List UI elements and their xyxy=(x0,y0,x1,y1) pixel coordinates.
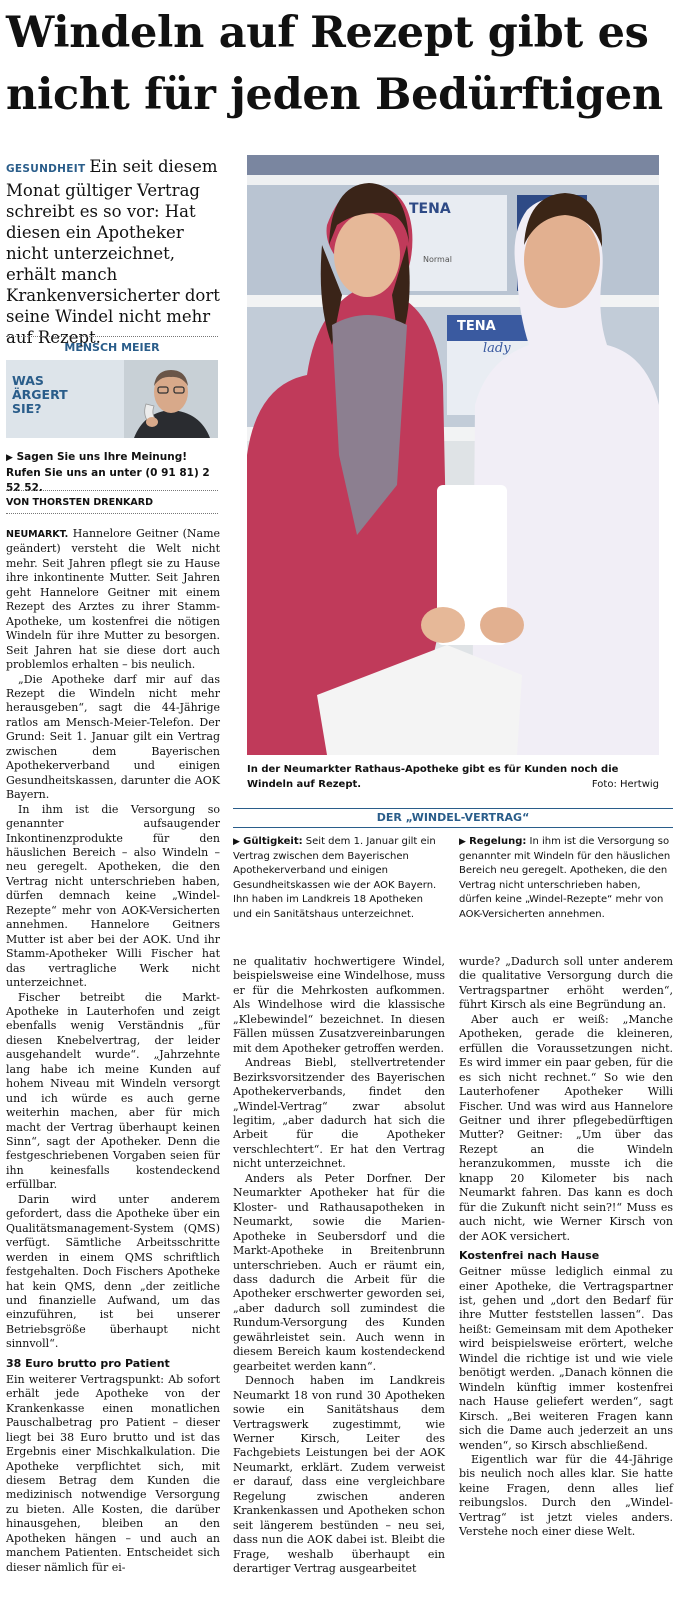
brand-sublabel: lady xyxy=(483,341,511,356)
arrow-icon: ▶ xyxy=(6,453,13,463)
package-label: Normal xyxy=(423,255,452,264)
article-paragraph: Fischer betreibt die Markt-Apotheke in Lauterhofen und zeigt ebenfalls wenig Verständnis „für diesen Knebelvertrag, der leider ausgehandelt wurde“. „Jahrzehnte lang habe ich meine Kunden auf hohem Niveau mit Windeln versorgt und ich würde es auch gerne weiterhin machen, aber für mich macht der Vertrag überhaupt keinen Sinn“, sagt der Apotheker. Denn die festgeschriebenen Vorgaben seien für ihn keinesfalls kostendeckend erfüllbar. xyxy=(6,990,220,1192)
photo-caption xyxy=(247,762,659,792)
infobox-item xyxy=(233,835,445,922)
brand-label: TENA xyxy=(457,319,496,334)
infobox-term: Gültigkeit: xyxy=(243,836,303,847)
article-paragraph: wurde? „Dadurch soll unter anderem die qualitative Versorgung durch die Vertragspartner erhöht werden“, führt Kirsch als eine Begründung an. xyxy=(459,955,673,1012)
article-paragraph: In ihm ist die Versorgung so genannter aufsaugender Inkontinenzprodukte für den häuslichen Bereich – also Windeln – neu geregelt. Apotheken, die den Vertrag nicht unterschrieben haben, dürfen demnach keine „Windel-Rezepte“ mehr von AOK-Versicherten annehmen. Hannelore Geitners Mutter ist aber bei der AOK. Und ihr Stamm-Apotheker Willi Fischer hat das vertragliche Werk nicht unterzeichnet. xyxy=(6,802,220,990)
article-paragraph: Ein weiterer Vertragspunkt: Ab sofort erhält jede Apotheke von der Krankenkasse einen monatlichen Pauschalbetrag pro Patient – dieser liegt bei 38 Euro brutto und ist das Ergebnis einer Mischkalkulation. Die Apotheke verpflichtet sich, mit diesem Betrag dem Kunden die medizinisch notwendige Versorgung zu bieten. Alle Kosten, die darüber hinausgehen, bleiben an den Apotheken hängen – und auch an manchem Patienten. Entscheidet sich dieser nämlich für ei- xyxy=(6,1372,220,1574)
kicker: GESUNDHEIT xyxy=(6,163,86,175)
question-line-1: WAS xyxy=(12,373,44,388)
article-column-1 xyxy=(6,527,220,1575)
divider xyxy=(6,336,218,337)
dateline: NEUMARKT. xyxy=(6,529,69,540)
arrow-icon: ▶ xyxy=(459,837,466,847)
infobox-body: In ihm ist die Versorgung so genannter mit Windeln für den häuslichen Bereich neu geregelt. Apotheken, die den Vertrag nicht unterschrieben haben, dürfen keine „Windel-Rezepte“ mehr von AOK-Versicherten annehmen. xyxy=(459,836,671,920)
infobox-item xyxy=(459,835,671,922)
mensch-meier-box xyxy=(6,360,218,438)
divider xyxy=(6,490,218,491)
article-paragraph: „Die Apotheke darf mir auf das Rezept die Windeln nicht mehr herausgeben“, sagt die 44-Jährige ratlos am Mensch-Meier-Telefon. Der Grund: Seit 1. Januar gilt ein Vertrag zwischen dem Bayerischen Apothekerverband und einigen Gesundheitskassen, darunter die AOK Bayern. xyxy=(6,672,220,802)
article-paragraph: Andreas Biebl, stellvertretender Bezirksvorsitzender des Bayerischen Apothekerverbands, findet den „Windel-Vertrag“ zwar absolut legitim, „aber dadurch hat sich die Arbeit für die Apotheker verschlechtert“. Er hat den Vertrag nicht unterzeichnet. xyxy=(233,1056,445,1171)
subheading: Kostenfrei nach Hause xyxy=(459,1249,600,1263)
article-paragraph: ne qualitativ hochwertigere Windel, beispielsweise eine Windelhose, muss er für die Mehrkosten aufkommen. Als Windelhose wird die klassische „Klebewindel“ bezeichnet. In diesen Fällen müssen Zusatzvereinbarungen mit dem Apotheker getroffen werden. xyxy=(233,955,445,1055)
headline-line-1: Windeln auf Rezept gibt es xyxy=(6,8,649,58)
subheading: 38 Euro brutto pro Patient xyxy=(6,1356,170,1370)
arrow-icon: ▶ xyxy=(233,837,240,847)
question-line-2: ÄRGERT xyxy=(12,387,68,402)
article-paragraph xyxy=(6,527,220,673)
lead-paragraph xyxy=(6,156,224,348)
pharmacy-photo xyxy=(247,155,659,755)
article-paragraph: Geitner müsse lediglich einmal zu einer Apotheke, die Vertragspartner ist, gehen und „dort den Bedarf für ihre Mutter feststellen lassen“. Das heißt: Gemeinsam mit dem Apotheker wird beispielsweise erörtert, welche Windel die richtige ist und wie viele benötigt werden. „Danach können die Windeln künftig immer kostenfrei nach Hause geliefert werden“, sagt Kirsch. „Bei weiteren Fragen kann sich die Dame auch jederzeit an uns wenden“, so Kirsch abschließend. xyxy=(459,1265,673,1452)
infobox-label: DER „WINDEL-VERTRAG“ xyxy=(233,808,673,828)
infobox-term: Regelung: xyxy=(469,836,527,847)
question-line-3: SIE? xyxy=(12,401,42,416)
infobox-body: Seit dem 1. Januar gilt ein Vertrag zwischen dem Bayerischen Apothekerverband und einigen Gesundheitskassen wie der AOK Bayern. Ihn haben im Landkreis 18 Apotheken und ein Sanitätshaus unterzeichnet. xyxy=(233,836,437,920)
divider xyxy=(6,513,218,514)
article-column-2 xyxy=(233,955,445,1576)
article-paragraph: Anders als Peter Dorfner. Der Neumarkter Apotheker hat für die Kloster- und Rathausapotheken in Neumarkt, sowie die Marien-Apotheke in Seubersdorf und die Markt-Apotheke in Breitenbrunn unterschrieben. Auch er räumt ein, dass dadurch die Arbeit für die Apotheker erschwerter geworden sei, „aber dadurch soll zumindest die Rundum-Versorgung des Kunden gewährleistet sein. Auch wenn in diesem Bereich kaum kostendeckend gearbeitet werden kann“. xyxy=(233,1171,445,1373)
article-paragraph: Aber auch er weiß: „Manche Apotheken, gerade die kleineren, erfüllen die Voraussetzungen nicht. Es wird immer ein paar geben, für die es sich nicht rechnet.“ So wie den Lauterhofener Apotheker Willi Fischer. Und was wird aus Hannelore Geitner und ihrer pflegebedürftigen Mutter? Geitner: „Um über das Rezept an die Windeln heranzukommen, musste ich die knapp 20 Kilometer bis nach Neumarkt fahren. Das kann es doch für die Zukunft nicht sein?!“ Muss es auch nicht, wie Werner Kirsch von der AOK versichert. xyxy=(459,1012,673,1243)
callout-body: Sagen Sie uns Ihre Meinung! Rufen Sie uns an unter (0 91 81) 2 52 52. xyxy=(6,451,210,494)
headline-line-2: nicht für jeden Bedürftigen xyxy=(6,70,663,120)
caption-text: In der Neumarkter Rathaus-Apotheke gibt es für Kunden noch die Windeln auf Rezept. xyxy=(247,764,619,790)
article-photo xyxy=(247,155,659,755)
brand-label: TENA xyxy=(409,201,451,217)
article-paragraph: Eigentlich war für die 44-Jährige bis neulich noch alles klar. Sie hatte keine Fragen, denn alles lief reibungslos. Durch den „Windel-Vertrag“ ist jetzt vieles anders. Verstehe noch einer diese Welt. xyxy=(459,1452,673,1539)
headline xyxy=(6,2,686,126)
mensch-meier-label: MENSCH MEIER xyxy=(64,341,160,354)
photo-credit: Foto: Hertwig xyxy=(591,779,659,790)
portrait-photo xyxy=(124,360,218,438)
lead-text: Ein seit diesem Monat gültiger Vertrag schreibt es so vor: Hat diesen ein Apotheker nicht unterzeichnet, erhält manch Krankenversicherter dort seine Windel nicht mehr auf Rezept. xyxy=(6,157,220,347)
article-paragraph: Dennoch haben im Landkreis Neumarkt 18 von rund 30 Apotheken sowie ein Sanitätshaus dem Vertragswerk zugestimmt, wie Werner Kirsch, Leiter des Fachgebiets Leistungen bei der AOK Neumarkt, erklärt. Zudem verweist er darauf, dass eine vergleichbare Regelung zwischen anderen Krankenkassen und Apotheken schon seit längerem bestünden – neu sei, dass nun die AOK dabei ist. Bleibt die Frage, weshalb überhaupt ein derartiger Vertrag ausgearbeitet xyxy=(233,1374,445,1576)
byline: VON THORSTEN DRENKARD xyxy=(6,497,153,508)
article-paragraph: Darin wird unter anderem gefordert, dass die Apotheke über ein Qualitätsmanagement-System (QMS) verfügt. Sämtliche Arbeitsschritte werden in einem QMS schriftlich festgehalten. Doch Fischers Apotheke hat kein QMS, denn „der zeitliche und finanzielle Aufwand, um das einzuführen, ist bei unserer Betriebsgröße überhaupt nicht sinnvoll“. xyxy=(6,1192,220,1351)
mensch-meier-question xyxy=(12,374,92,416)
article-column-3 xyxy=(459,955,673,1540)
paragraph-text: Hannelore Geitner (Name geändert) versteht die Welt nicht mehr. Seit Jahren pflegt sie zu Hause ihre inkontinente Mutter. Seit Jahren geht Hannelore Geitner mit einem Rezept des Arztes zu ihrer Stamm-Apotheke, um kostenfrei die nötigen Windeln für ihre Mutter zu besorgen. Seit Jahren hat sie diese dort auch problemlos erhalten – bis neulich. xyxy=(6,527,221,672)
